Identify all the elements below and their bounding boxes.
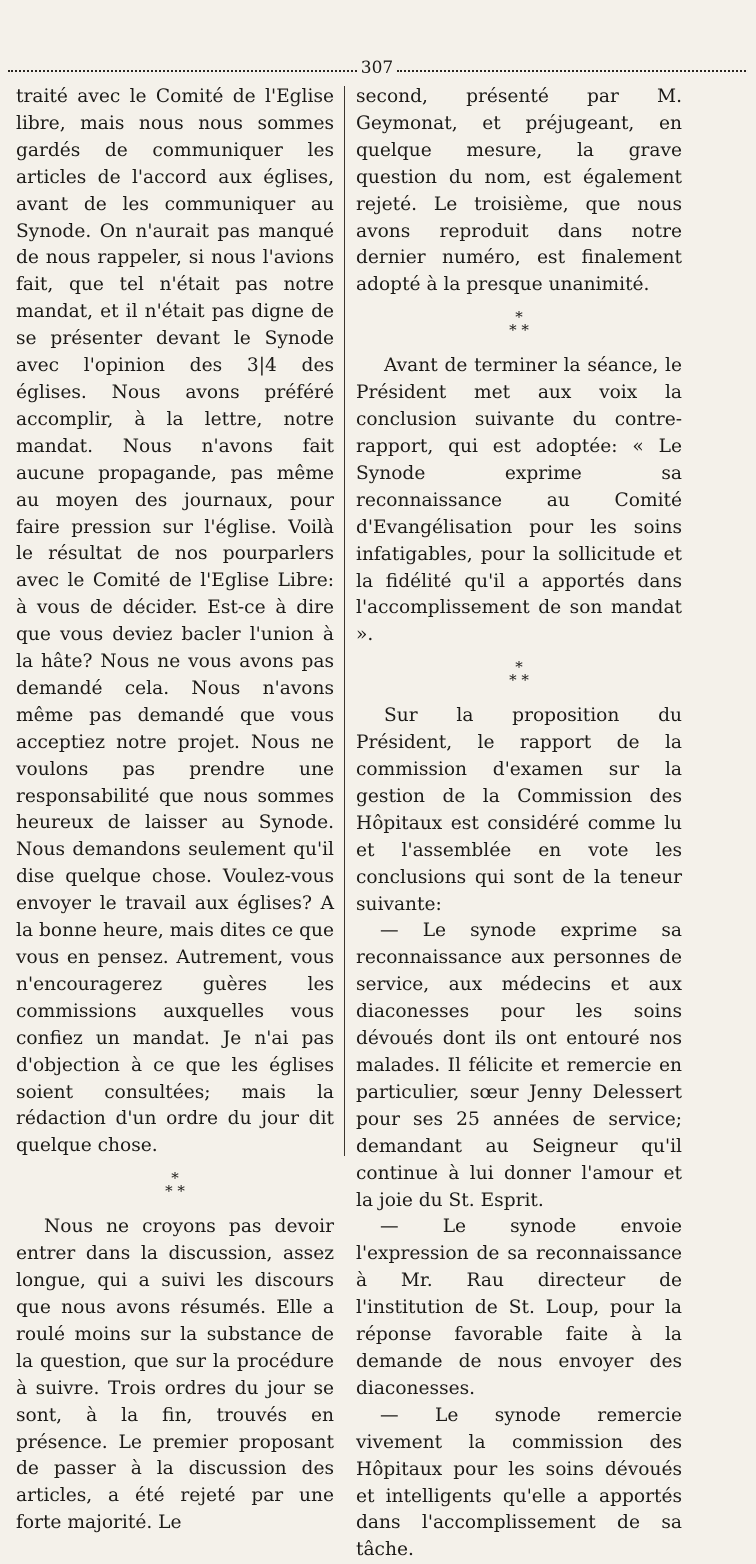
conclusion-item-2: — Le synode envoie l'expression de sa reconnaissance à Mr. Rau directeur de l'institution de St. Loup, pour la réponse favorable faite à la demande de nous envoyer des diaconesses.	[356, 1216, 682, 1399]
right-asterism-2-bottom: * *	[509, 671, 529, 690]
left-asterism-bottom: * *	[165, 1182, 185, 1201]
left-asterism	[16, 1169, 334, 1201]
header-rule-left	[8, 70, 357, 72]
left-column	[16, 84, 334, 1537]
column-divider	[344, 86, 345, 1156]
right-asterism-2	[356, 658, 682, 690]
right-asterism-1	[356, 308, 682, 340]
right-paragraph-2: Avant de terminer la séance, le Président met aux voix la conclusion suivante du contre-rapport, qui est adoptée: « Le Synode exprime sa reconnaissance au Comité d'Evangélisation pour les soins infatigables, pour la sollicitude et la fidélité qu'il a apportés dans l'accomplissement de son mandat ».	[356, 355, 682, 646]
left-paragraph-2: Nous ne croyons pas devoir entrer dans la discussion, assez longue, qui a suivi les discours que nous avons résumés. Elle a roulé moins sur la substance de la question, que sur la procédure à suivre. Trois ordres du jour se sont, à la fin, trouvés en présence. Le premier proposant de passer à la discussion des articles, a été rejeté par une forte majorité. Le	[16, 1216, 334, 1534]
left-asterism-top: *	[171, 1169, 179, 1188]
right-asterism-1-top: *	[515, 308, 523, 327]
right-paragraph-3: Sur la proposition du Président, le rapport de la commission d'examen sur la gestion de la Commission des Hôpitaux est considéré comme lu et l'assemblée en vote les conclusions qui sont de la teneur suivante:	[356, 705, 682, 915]
page-header	[8, 56, 746, 80]
left-paragraph-1: traité avec le Comité de l'Eglise libre, mais nous nous sommes gardés de communiquer les articles de l'accord aux églises, avant de les communiquer au Synode. On n'aurait pas manqué de nous rappeler, si nous l'avions fait, que tel n'était pas notre mandat, et il n'était pas digne de se présenter devant le Synode avec l'opinion des 3|4 des églises. Nous avons préféré accomplir, à la lettre, notre mandat. Nous n'avons fait aucune propagande, pas même au moyen des journaux, pour faire pression sur l'église. Voilà le résultat de nos pourparlers avec le Comité de l'Eglise Libre: à vous de décider. Est-ce à dire que vous deviez bacler l'union à la hâte? Nous ne vous avons pas demandé cela. Nous n'avons même pas demandé que vous acceptiez notre projet. Nous ne voulons pas prendre une responsabilité que nous sommes heureux de laisser au Synode. Nous demandons seulement qu'il dise quelque chose. Voulez-vous envoyer le travail aux églises? A la bonne heure, mais dites ce que vous en pensez. Autrement, vous n'encouragerez guères les commissions auxquelles vous confiez un mandat. Je n'ai pas d'objection à ce que les églises soient consultées; mais la rédaction d'un ordre du jour dit quelque chose.	[16, 86, 334, 1157]
conclusion-item-1: — Le synode exprime sa reconnaissance aux personnes de service, aux médecins et aux diaconesses pour les soins dévoués dont ils ont entouré nos malades. Il félicite et remercie en particulier, sœur Jenny Delessert pour ses 25 années de service; demandant au Seigneur qu'il continue à lui donner l'amour et la joie du St. Esprit.	[356, 920, 682, 1211]
right-paragraph-1: second, présenté par M. Geymonat, et préjugeant, en quelque mesure, la grave question du nom, est également rejeté. Le troisième, que nous avons reproduit dans notre dernier numéro, est finalement adopté à la presque unanimité.	[356, 86, 682, 296]
right-asterism-1-bottom: * *	[509, 321, 529, 340]
right-column	[356, 84, 682, 1564]
right-asterism-2-top: *	[515, 658, 523, 677]
page-number: 307	[360, 58, 394, 78]
header-rule-right	[397, 70, 746, 72]
conclusion-item-3: — Le synode remercie vivement la commission des Hôpitaux pour les soins dévoués et intelligents qu'elle a apportés dans l'accomplissement de sa tâche.	[356, 1404, 682, 1561]
